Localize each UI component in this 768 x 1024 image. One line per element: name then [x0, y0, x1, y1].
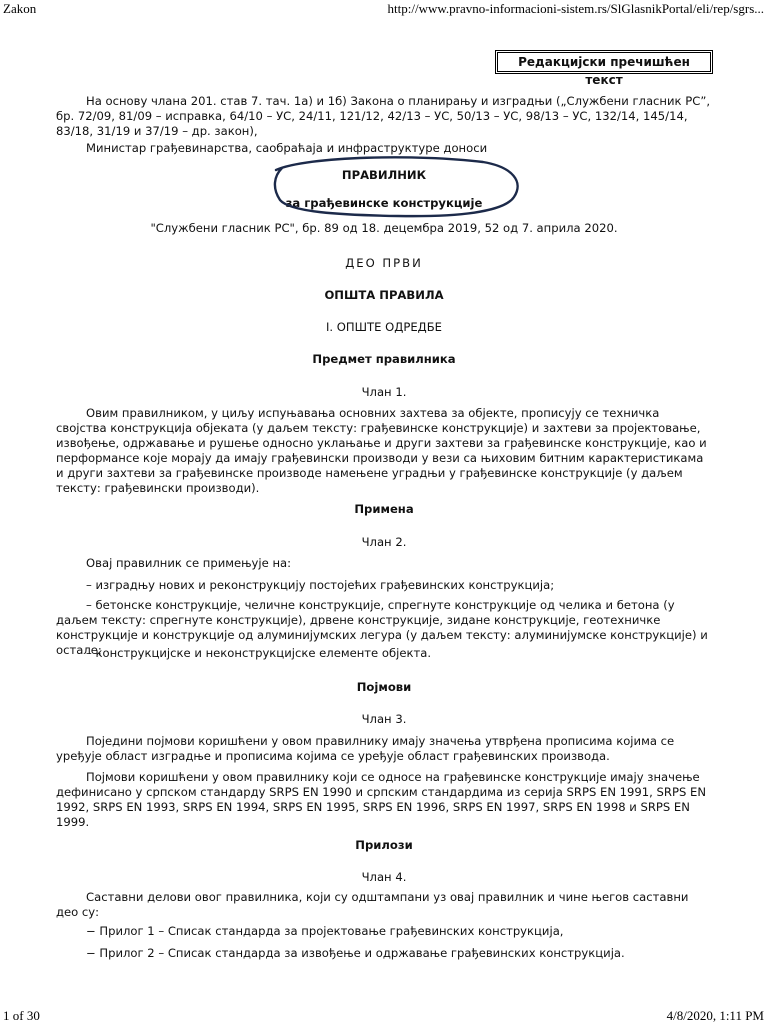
- article-paragraph: Овим правилником, у циљу испуњавања основних захтева за објекте, прописују се техничка својства конструкција објеката (у даљем тексту: грађевинске конструкције) и захтеви за пројектовање, извођење, одржавање и рушење односно уклањање и други захтеви за грађевинске конструкције, као и перформансе које морају да имају грађевински производи у вези са њиховим битним карактеристикама и други захтеви за грађевинске производе намењене уградњи у грађевинске конструкције (у даљем тексту: грађевински производи).: [56, 406, 707, 495]
- preamble-basis: На основу члана 201. став 7. тач. 1а) и 1б) Закона о планирању и изградњи („Службени гласник РС”, бр. 72/09, 81/09 – исправка, 64/10 – УС, 24/11, 121/12, 42/13 – УС, 50/13 – УС, 98/13 – УС, 132/14, 145/14, 83/18, 31/19 и 37/19 – др. закон),: [56, 94, 711, 138]
- consolidated-text-badge: Редакцијски пречишћен текст: [497, 52, 711, 72]
- section-heading: Примена: [354, 502, 414, 516]
- print-header-title: Zakon: [3, 1, 37, 16]
- section-heading: Појмови: [356, 680, 412, 694]
- article-paragraph: – конструкцијске и неконструкцијске елементе објекта.: [86, 646, 432, 660]
- handwritten-circle-annotation: [268, 152, 522, 220]
- section-heading: Прилози: [355, 838, 413, 852]
- document-subtitle: за грађевинске конструкције: [285, 196, 483, 210]
- article-paragraph: − Прилог 2 – Списак стандарда за извођење и одржавање грађевинских конструкција.: [86, 946, 625, 960]
- document-title: ПРАВИЛНИК: [341, 168, 427, 182]
- article-paragraph: Овај правилник се примењује на:: [86, 556, 292, 570]
- part-label: ДЕО ПРВИ: [345, 256, 423, 270]
- page-counter: 1 of 30: [3, 1008, 40, 1023]
- part-title: ОПШТА ПРАВИЛА: [324, 288, 444, 302]
- article-paragraph: Поједини појмови коришћени у овом правилнику имају значења утврђена прописима којима се уређује област изградње и прописима којима се уређује област грађевинских производа.: [56, 734, 675, 763]
- print-datetime: 4/8/2020, 1:11 PM: [666, 1008, 764, 1023]
- gazette-reference: "Службени гласник РС", бр. 89 од 18. децембра 2019, 52 од 7. априла 2020.: [150, 221, 618, 235]
- article-paragraph: – изградњу нових и реконструкцију постојећих грађевинских конструкција;: [86, 578, 555, 592]
- section-heading: Предмет правилника: [312, 352, 456, 366]
- article-paragraph: Саставни делови овог правилника, који су одштампани уз овај правилник и чине његов саставни део су:: [56, 890, 689, 919]
- article-paragraph: – бетонске конструкције, челичне конструкције, спрегнуте конструкције од челика и бетона (у даљем тексту: спрегнуте конструкције), дрвене конструкције, зидане конструкције, геотехничке конструкције и конструкције од алуминијумских легура (у даљем тексту: алуминијумске конструкције) и остале;: [56, 598, 708, 657]
- article-paragraph: − Прилог 1 – Списак стандарда за пројектовање грађевинских конструкција,: [86, 924, 564, 938]
- preamble-issuer: Министар грађевинарства, саобраћаја и инфраструктуре доноси: [86, 141, 488, 155]
- article-number: Члан 1.: [361, 385, 407, 399]
- print-header-url: http://www.pravno-informacioni-sistem.rs/SlGlasnikPortal/eli/rep/sgrs...: [387, 1, 764, 16]
- article-number: Члан 3.: [361, 712, 407, 726]
- chapter-title: I. ОПШТЕ ОДРЕДБЕ: [326, 320, 442, 334]
- article-paragraph: Појмови коришћени у овом правилнику који се односе на грађевинске конструкције имају значење дефинисано у српском стандарду SRPS EN 1990 и српским стандардима из серија SRPS EN 1991, SRPS EN 1992, SRPS EN 1993, SRPS EN 1994, SRPS EN 1995, SRPS EN 1996, SRPS EN 1997, SRPS EN 1998 и SRPS EN 1999.: [56, 770, 707, 829]
- article-number: Члан 4.: [361, 870, 407, 884]
- article-number: Члан 2.: [361, 535, 407, 549]
